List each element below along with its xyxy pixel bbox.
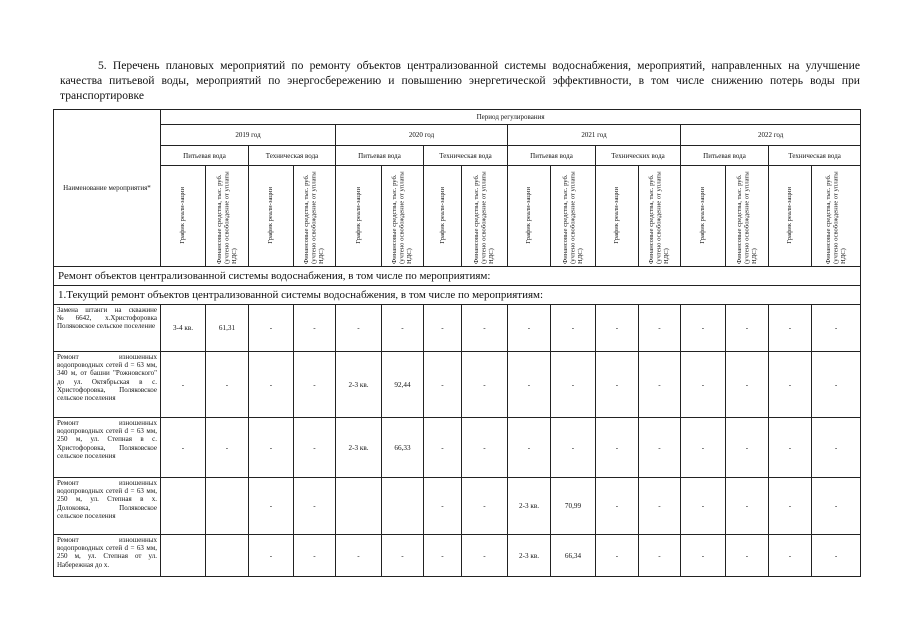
value-cell: - — [726, 352, 769, 418]
value-cell: 66,33 — [382, 418, 424, 478]
value-cell: - — [596, 535, 639, 577]
year-header: 2020 год — [336, 125, 508, 146]
value-cell: - — [681, 352, 726, 418]
water-type-header: Техническая вода — [249, 146, 336, 166]
vertical-header-text: График реали-зации — [786, 186, 794, 244]
activity-name: Ремонт изношенных водопроводных сетей d = 63 мм, 250 м, ул. Степная в х. Долоковка, Поляковское сельское поселения — [54, 478, 161, 535]
value-cell: - — [551, 352, 596, 418]
value-cell: - — [249, 535, 294, 577]
value-cell: - — [294, 535, 336, 577]
value-cell: 2-3 кв. — [336, 352, 382, 418]
value-cell — [206, 535, 249, 577]
value-cell — [206, 478, 249, 535]
value-cell: - — [726, 418, 769, 478]
schedule-header — [681, 166, 726, 267]
schedule-header — [596, 166, 639, 267]
value-cell: 92,44 — [382, 352, 424, 418]
water-type-header: Технических вода — [596, 146, 681, 166]
value-cell: 70,99 — [551, 478, 596, 535]
value-cell: - — [551, 418, 596, 478]
section-title: Ремонт объектов централизованной системы водоснабжения, в том числе по мероприятиям: — [54, 267, 861, 286]
activity-name: Ремонт изношенных водопроводных сетей d = 63 мм, 250 м, ул. Степная в с. Христофоровка, Поляковское сельское поселения — [54, 418, 161, 478]
vertical-header-text: Финансовые средства, тыс. руб. (учтено освобождение от уплаты НДС) — [303, 171, 326, 264]
schedule-header — [161, 166, 206, 267]
value-cell: 2-3 кв. — [508, 535, 551, 577]
value-cell: - — [161, 352, 206, 418]
value-cell: - — [726, 478, 769, 535]
value-cell: - — [508, 352, 551, 418]
value-cell: - — [161, 418, 206, 478]
value-cell: 66,34 — [551, 535, 596, 577]
water-type-header: Питьевая вода — [681, 146, 769, 166]
value-cell: - — [812, 478, 861, 535]
value-cell: 61,31 — [206, 305, 249, 352]
value-cell: - — [812, 418, 861, 478]
table-row — [54, 478, 861, 535]
value-cell: - — [596, 352, 639, 418]
schedule-header — [769, 166, 812, 267]
value-cell: - — [769, 352, 812, 418]
value-cell: - — [206, 352, 249, 418]
value-cell: 3-4 кв. — [161, 305, 206, 352]
value-cell — [161, 535, 206, 577]
value-cell: - — [249, 478, 294, 535]
value-cell: - — [639, 418, 681, 478]
water-type-header: Техническая вода — [769, 146, 861, 166]
vertical-header-text: График реали-зации — [613, 186, 621, 244]
value-cell: - — [336, 305, 382, 352]
value-cell — [382, 478, 424, 535]
value-cell: - — [206, 418, 249, 478]
vertical-header-text: Финансовые средства, тыс. руб. (учтено освобождение от уплаты НДС) — [735, 171, 758, 264]
value-cell: - — [462, 418, 508, 478]
year-header: 2022 год — [681, 125, 861, 146]
value-cell: - — [681, 305, 726, 352]
value-cell: - — [249, 352, 294, 418]
value-cell: - — [596, 418, 639, 478]
finance-header — [462, 166, 508, 267]
value-cell: - — [596, 305, 639, 352]
vertical-header-text: Финансовые средства, тыс. руб. (учтено освобождение от уплаты НДС) — [824, 171, 847, 264]
finance-header — [639, 166, 681, 267]
table-row — [54, 418, 861, 478]
value-cell: - — [382, 305, 424, 352]
value-cell: - — [336, 535, 382, 577]
value-cell — [161, 478, 206, 535]
value-cell: - — [294, 352, 336, 418]
finance-header — [294, 166, 336, 267]
schedule-header — [508, 166, 551, 267]
value-cell: - — [769, 418, 812, 478]
table-row — [54, 305, 861, 352]
vertical-header-text: Финансовые средства, тыс. руб. (учтено освобождение от уплаты НДС) — [215, 171, 238, 264]
vertical-header-text: Финансовые средства, тыс. руб. (учтено освобождение от уплаты НДС) — [473, 171, 496, 264]
value-cell: - — [769, 305, 812, 352]
vertical-header-text: График реали-зации — [354, 186, 362, 244]
value-cell: - — [681, 535, 726, 577]
value-cell: - — [726, 305, 769, 352]
finance-header — [812, 166, 861, 267]
value-cell: - — [639, 352, 681, 418]
water-type-header: Питьевая вода — [336, 146, 424, 166]
schedule-header — [424, 166, 462, 267]
table-row — [54, 535, 861, 577]
value-cell: 2-3 кв. — [336, 418, 382, 478]
vertical-header-text: График реали-зации — [438, 186, 446, 244]
value-cell: - — [508, 305, 551, 352]
value-cell: - — [812, 535, 861, 577]
vertical-header-text: Финансовые средства, тыс. руб. (учтено освобождение от уплаты НДС) — [648, 171, 671, 264]
value-cell: - — [681, 418, 726, 478]
vertical-header-text: Финансовые средства, тыс. руб. (учтено освобождение от уплаты НДС) — [561, 171, 584, 264]
value-cell: - — [812, 305, 861, 352]
value-cell: - — [812, 352, 861, 418]
value-cell: - — [424, 418, 462, 478]
value-cell: - — [424, 478, 462, 535]
value-cell: - — [382, 535, 424, 577]
value-cell: - — [681, 478, 726, 535]
subsection-title: 1.Текущий ремонт объектов централизованной системы водоснабжения, в том числе по мероприятиям: — [54, 286, 861, 305]
value-cell: - — [639, 305, 681, 352]
value-cell: - — [249, 305, 294, 352]
period-header: Период регулирования — [161, 110, 861, 125]
plan-table — [53, 109, 861, 577]
value-cell: - — [508, 418, 551, 478]
value-cell: - — [249, 418, 294, 478]
value-cell: - — [462, 478, 508, 535]
value-cell: 2-3 кв. — [508, 478, 551, 535]
col-name-header: Наименование мероприятия* — [54, 110, 161, 267]
finance-header — [726, 166, 769, 267]
value-cell: - — [424, 535, 462, 577]
value-cell: - — [551, 305, 596, 352]
value-cell: - — [462, 305, 508, 352]
value-cell: - — [294, 418, 336, 478]
year-header: 2019 год — [161, 125, 336, 146]
finance-header — [551, 166, 596, 267]
value-cell: - — [639, 535, 681, 577]
plan-table-wrapper — [53, 109, 861, 577]
value-cell: - — [769, 478, 812, 535]
water-type-header: Питьевая вода — [161, 146, 249, 166]
value-cell: - — [462, 352, 508, 418]
vertical-header-text: График реали-зации — [267, 186, 275, 244]
table-row — [54, 352, 861, 418]
value-cell: - — [294, 305, 336, 352]
value-cell: - — [639, 478, 681, 535]
vertical-header-text: График реали-зации — [699, 186, 707, 244]
activity-name: Ремонт изношенных водопроводных сетей d = 63 мм, 250 м, ул. Степная от ул. Набережная до х. — [54, 535, 161, 577]
value-cell: - — [769, 535, 812, 577]
year-header: 2021 год — [508, 125, 681, 146]
activity-name: Ремонт изношенных водопроводных сетей d = 63 мм, 340 м, от башни "Рожновского" до ул. Октябрьская в с. Христофоровка, Поляковское сельское поселения — [54, 352, 161, 418]
schedule-header — [336, 166, 382, 267]
vertical-header-text: График реали-зации — [525, 186, 533, 244]
value-cell: - — [726, 535, 769, 577]
value-cell: - — [424, 305, 462, 352]
vertical-header-text: Финансовые средства, тыс. руб. (учтено освобождение от уплаты НДС) — [391, 171, 414, 264]
activity-name: Замена штанги на скважине №6642, х.Христофоровка Поляковское сельское поселение — [54, 305, 161, 352]
water-type-header: Техническая вода — [424, 146, 508, 166]
document-heading: 5. Перечень плановых мероприятий по ремонту объектов централизованной системы водоснабжения, мероприятий, направленных на улучшение качества питьевой воды, мероприятий по энергосбережению и повышению энергетической эффективности, в том числе снижению потерь воды при транспортировке — [60, 59, 860, 102]
finance-header — [382, 166, 424, 267]
value-cell: - — [424, 352, 462, 418]
value-cell: - — [462, 535, 508, 577]
finance-header — [206, 166, 249, 267]
water-type-header: Питьевая вода — [508, 146, 596, 166]
schedule-header — [249, 166, 294, 267]
value-cell — [336, 478, 382, 535]
value-cell: - — [294, 478, 336, 535]
value-cell: - — [596, 478, 639, 535]
vertical-header-text: График реали-зации — [179, 186, 187, 244]
